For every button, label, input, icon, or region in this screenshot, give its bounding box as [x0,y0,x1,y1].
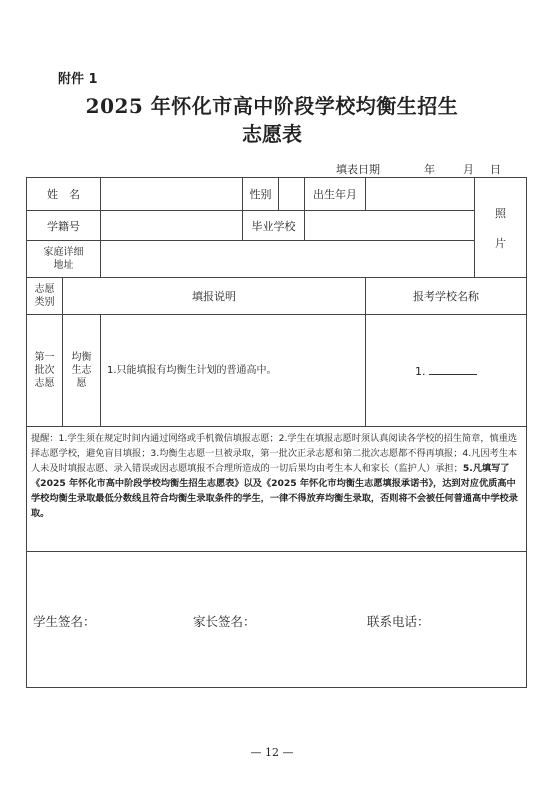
gender-label: 性别 [249,188,272,201]
photo-label-2: 片 [495,236,506,250]
instructions-header-cell [63,278,366,315]
notes-cell [27,427,527,552]
school-name-header: 报考学校名称 [413,290,479,303]
phone-label[interactable]: 联系电话： [367,614,430,629]
gender-label-cell [243,178,279,211]
instruction-cell [101,315,366,427]
notes-text-bold: 5.凡填写了《2025 年怀化市高中阶段学校均衡生招生志愿表》以及《2025 年怀化市均衡生志愿填报承诺书》，达到对应优质高中学校均衡生录取最低分数线且符合均衡生录取条件的学生，一律不得放弃均衡生录取，否则将不会被任何普通高中学校录取。 [31,463,518,519]
graduate-school-field[interactable] [305,211,475,241]
choice-type-label-cell [27,278,63,315]
photo-cell[interactable] [475,178,527,278]
address-field[interactable] [101,241,475,278]
name-field[interactable] [101,178,243,211]
fill-date-line [336,161,501,177]
birth-field[interactable] [366,178,475,211]
address-label-cell [27,241,101,278]
instruction-text: 1.只能填报有均衡生计划的普通高中。 [107,365,277,376]
school-entry-cell[interactable] [366,315,527,427]
attachment-label: 附件 1 [58,72,98,87]
first-batch-label: 第一批次志愿 [34,352,55,389]
application-form-table [26,177,527,688]
notes-text: 提醒：1.学生须在规定时间内通过网络或手机微信填报志愿；2.学生在填报志愿时须认真阅读各学校的招生简章，慎重选择志愿学校，避免盲目填报；3.均衡生志愿一旦被录取，第一批次正录志愿和第二批次志愿都不得再填报；4.凡因考生本人未及时填报志愿、录入错误或因志愿填报不合理所造成的一切后果均由考生本人和家长（监护人）承担； [31,433,518,474]
balanced-label: 均衡生志愿 [71,352,92,389]
page-title: 2025 年怀化市高中阶段学校均衡生招生 [85,94,459,118]
name-label-cell [27,178,101,211]
fill-date-year: 年 [424,163,435,176]
photo-label-1: 照 [495,206,506,220]
school-entry-blank[interactable] [429,364,477,375]
gender-field[interactable] [279,178,305,211]
birth-label: 出生年月 [313,188,357,201]
school-name-header-cell [366,278,527,315]
student-no-label: 学籍号 [47,219,80,233]
instructions-header: 填报说明 [192,290,236,303]
school-entry-number: 1. [415,364,426,378]
fill-date-label: 填表日期 [336,163,380,176]
graduate-school-label: 毕业学校 [251,219,296,233]
page-number: — 12 — [250,746,294,759]
balanced-label-cell [63,315,101,427]
student-no-field[interactable] [101,211,243,241]
page-subtitle: 志愿表 [242,122,302,146]
student-signature-label[interactable]: 学生签名： [33,614,96,629]
student-no-label-cell [27,211,101,241]
choice-type-label: 志愿类别 [34,284,55,308]
address-label: 家庭详细地址 [43,247,84,271]
first-batch-label-cell [27,315,63,427]
name-label: 姓 名 [47,188,80,201]
signature-cell [27,552,527,688]
fill-date-day: 日 [490,163,501,176]
parent-signature-label[interactable]: 家长签名： [193,614,256,629]
birth-label-cell [305,178,366,211]
graduate-school-label-cell [243,211,305,241]
fill-date-month: 月 [463,163,474,176]
